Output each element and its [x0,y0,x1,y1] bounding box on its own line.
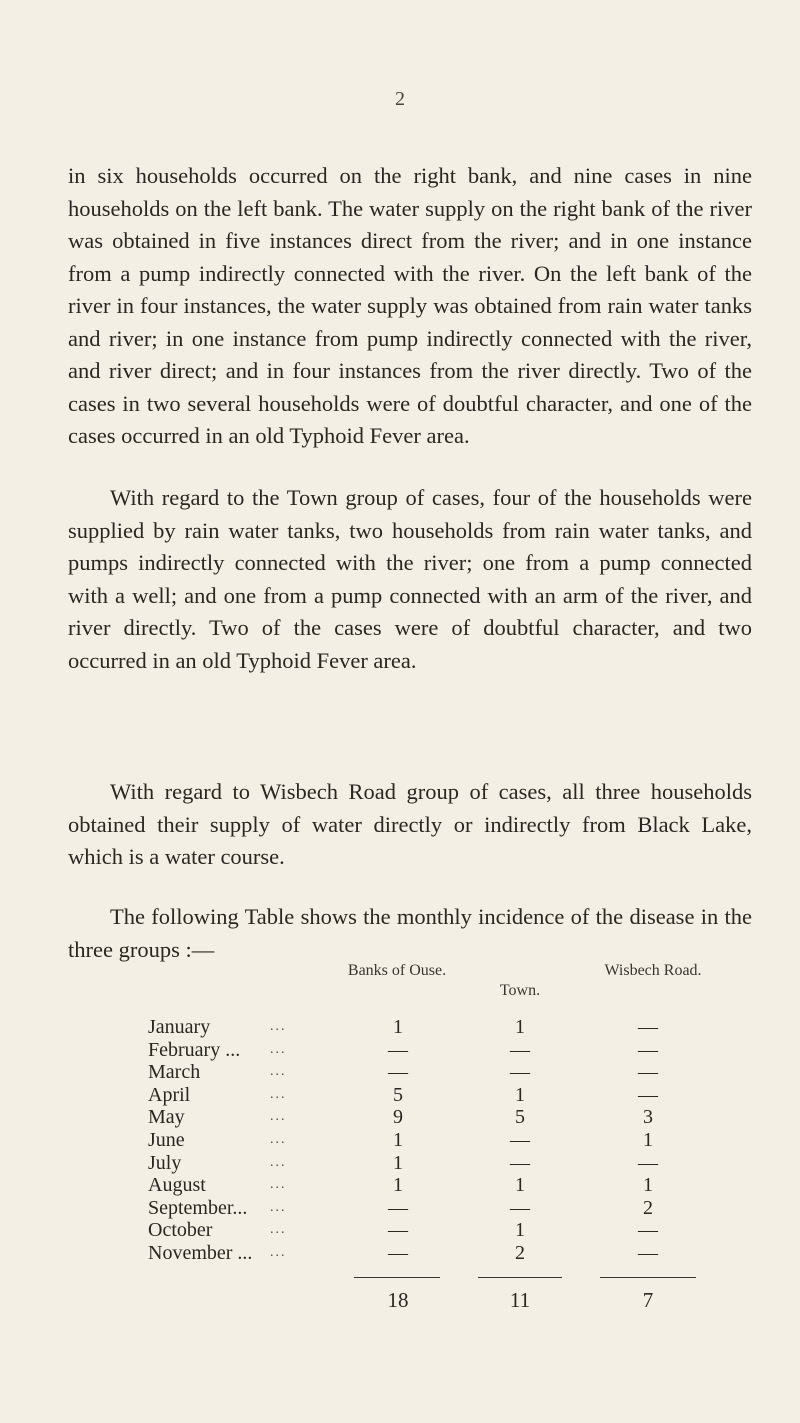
town-value: 5 [515,1106,525,1129]
table-row [148,1016,768,1039]
wisbech-value: 1 [643,1174,653,1197]
table-header [148,960,768,1016]
wisbech-value: — [638,1219,658,1242]
table-row [148,1106,768,1129]
header-town: Town. [499,982,541,999]
banks-value: — [388,1196,408,1219]
leader-dots: ... [270,1199,287,1215]
town-value: — [510,1061,530,1084]
header-banks-of-ouse: Banks of Ouse. [347,962,447,979]
banks-value: — [388,1241,408,1264]
table-row [148,1219,768,1242]
month-label: November ... [148,1241,253,1264]
totals-row [148,1285,768,1315]
leader-dots: ... [270,1177,287,1193]
month-label: March [148,1061,201,1084]
town-value: 2 [515,1241,525,1264]
banks-value: — [388,1038,408,1061]
paragraph-town-group: With regard to the Town group of cases, four of the households were supplied by rain water tanks, two households from rain water tanks, and pumps indirectly connected with the river; one from a pump connected with a well; and one from a pump connected with an arm of the river, and river directly. Two of the cases were of doubtful character, and two occurred in an old Typhoid Fever area. [68,485,752,673]
month-label: January [148,1016,211,1038]
banks-value: — [388,1219,408,1242]
table-row [148,1197,768,1220]
table-row [148,1129,768,1152]
wisbech-value: — [638,1241,658,1264]
month-label: April [148,1083,191,1106]
leader-dots: ... [270,1109,287,1125]
banks-value: 9 [393,1106,403,1129]
banks-value: 1 [393,1128,403,1151]
banks-value: — [388,1061,408,1084]
wisbech-value: 1 [643,1128,653,1151]
table-row [148,1152,768,1175]
wisbech-value: — [638,1016,658,1038]
leader-dots: ... [270,1041,287,1057]
town-value: 1 [515,1219,525,1242]
month-label: July [148,1151,182,1174]
wisbech-value: 2 [643,1196,653,1219]
town-value: — [510,1196,530,1219]
leader-dots: ... [270,1131,287,1147]
leader-dots: ... [270,1222,287,1238]
month-label: October [148,1219,213,1242]
total-rule-banks [354,1277,440,1278]
banks-value: 1 [393,1151,403,1174]
wisbech-value: — [638,1083,658,1106]
leader-dots: ... [270,1064,287,1080]
table-row [148,1061,768,1084]
banks-value: 1 [393,1016,403,1038]
table-row [148,1084,768,1107]
town-value: 1 [515,1083,525,1106]
month-label: February ... [148,1038,241,1061]
banks-value: 5 [393,1083,403,1106]
total-rule-wisbech [600,1277,696,1278]
wisbech-value: — [638,1061,658,1084]
town-value: — [510,1038,530,1061]
wisbech-value: 3 [643,1106,653,1129]
month-label: September... [148,1196,248,1219]
wisbech-value: — [638,1038,658,1061]
total-wisbech: 7 [642,1287,654,1312]
banks-value: 1 [393,1174,403,1197]
paragraph-right-left-bank: in six households occurred on the right bank, and nine cases in nine households on the left bank. The water supply on the right bank of the river was obtained in five instances direct from the river; and in one instance from a pump indirectly connected with the river. On the left bank of the river in four instances, the water supply was obtained from rain water tanks and river; in one instance from pump indirectly connected with the river, and river direct; and in four instances from the river directly. Two of the cases in two several households were of doubtful character, and one of the cases occurred in an old Typhoid Fever area. [68,163,752,448]
total-rules [148,1265,768,1285]
total-banks: 18 [387,1287,409,1312]
wisbech-value: — [638,1151,658,1174]
table-row [148,1039,768,1062]
leader-dots: ... [270,1086,287,1102]
header-wisbech-road: Wisbech Road. [604,962,702,979]
town-value: 1 [515,1016,525,1038]
table-row [148,1174,768,1197]
leader-dots: ... [270,1019,287,1034]
month-label: May [148,1106,185,1129]
monthly-incidence-table [148,960,768,1315]
town-value: 1 [515,1174,525,1197]
town-value: — [510,1128,530,1151]
leader-dots: ... [270,1154,287,1170]
paragraph-wisbech-road-group: With regard to Wisbech Road group of cases, all three households obtained their supply of water directly or indirectly from Black Lake, which is a water course. [68,779,752,869]
total-rule-town [478,1277,562,1278]
month-label: August [148,1174,206,1197]
total-town: 11 [509,1287,531,1312]
month-label: June [148,1128,185,1151]
table-row [148,1242,768,1265]
leader-dots: ... [270,1244,287,1260]
town-value: — [510,1151,530,1174]
paragraph-table-intro: The following Table shows the monthly incidence of the disease in the three groups :— [68,904,752,962]
page-number: 2 [395,88,405,110]
